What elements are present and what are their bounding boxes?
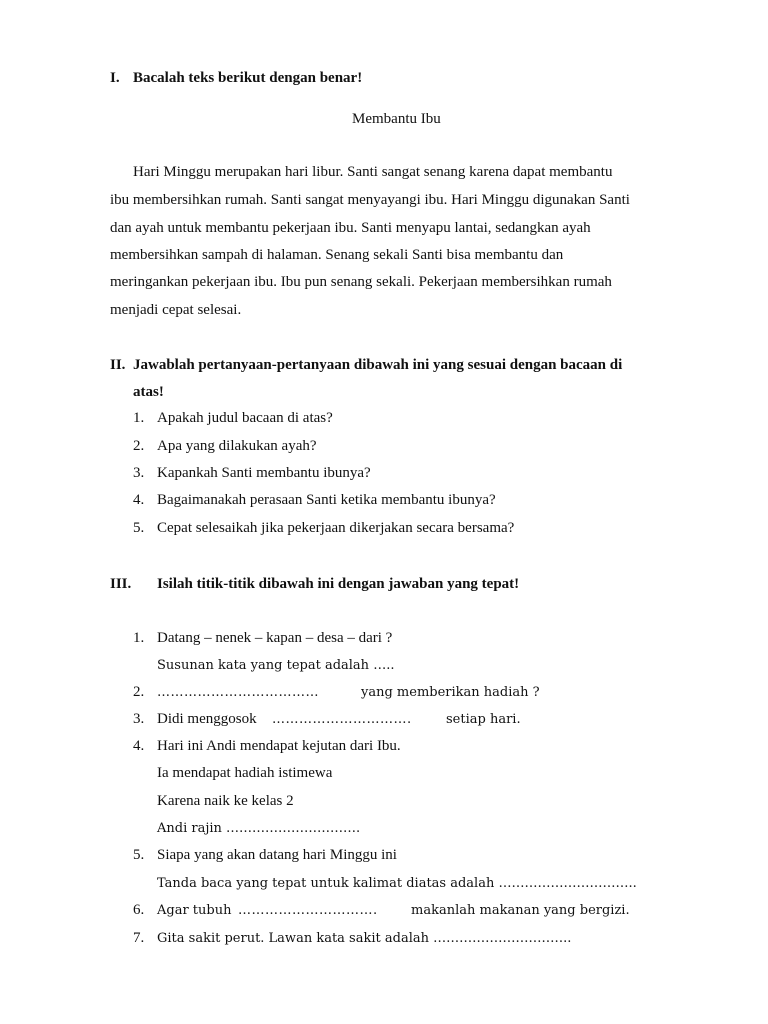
question-number: 4. — [133, 492, 145, 508]
question-text: Apakah judul bacaan di atas? — [157, 410, 333, 426]
item-text: Agar tubuh — [157, 903, 232, 918]
item-number: 7. — [133, 930, 145, 946]
item-number: 6. — [133, 902, 145, 918]
section-1-numeral: I. — [110, 70, 120, 86]
question-number: 5. — [133, 520, 145, 536]
paragraph-line: menjadi cepat selesai. — [110, 302, 242, 318]
section-3-numeral: III. — [110, 576, 132, 592]
item-number: 3. — [133, 711, 145, 727]
answer-blank: …………………………. — [272, 712, 412, 727]
story-title: Membantu Ibu — [352, 111, 441, 127]
item-text: Didi menggosok — [157, 711, 257, 727]
question-text: Kapankah Santi membantu ibunya? — [157, 465, 371, 481]
paragraph-line: dan ayah untuk membantu pekerjaan ibu. Santi menyapu lantai, sedangkan ayah — [110, 220, 591, 236]
question-number: 1. — [133, 410, 145, 426]
section-2-heading: Jawablah pertanyaan-pertanyaan dibawah ini yang sesuai dengan bacaan di — [133, 357, 623, 373]
item-number: 2. — [133, 684, 145, 700]
item-text: Gita sakit perut. Lawan kata sakit adalah ………………………….. — [157, 931, 572, 946]
question-text: Bagaimanakah perasaan Santi ketika membantu ibunya? — [157, 492, 496, 508]
paragraph-line: Hari Minggu merupakan hari libur. Santi sangat senang karena dapat membantu — [133, 164, 613, 180]
item-text: Siapa yang akan datang hari Minggu ini — [157, 847, 397, 863]
item-text: Susunan kata yang tepat adalah ….. — [157, 658, 395, 673]
item-number: 4. — [133, 738, 145, 754]
item-text: Tanda baca yang tepat untuk kalimat diatas adalah ………………………….. — [157, 876, 637, 891]
item-text: setiap hari. — [446, 712, 521, 727]
section-2-numeral: II. — [110, 357, 126, 373]
item-text: makanlah makanan yang bergizi. — [411, 903, 630, 918]
item-number: 1. — [133, 630, 145, 646]
paragraph-line: ibu membersihkan rumah. Santi sangat menyayangi ibu. Hari Minggu digunakan Santi — [110, 192, 630, 208]
paragraph-line: meringankan pekerjaan ibu. Ibu pun senang sekali. Pekerjaan membersihkan rumah — [110, 274, 612, 290]
item-number: 5. — [133, 847, 145, 863]
answer-blank: …………………………. — [238, 903, 378, 918]
question-number: 3. — [133, 465, 145, 481]
item-text: Datang – nenek – kapan – desa – dari ? — [157, 630, 393, 646]
section-3-heading: Isilah titik-titik dibawah ini dengan jawaban yang tepat! — [157, 576, 520, 592]
section-2-heading-cont: atas! — [133, 384, 164, 400]
question-text: Apa yang dilakukan ayah? — [157, 438, 317, 454]
item-text: yang memberikan hadiah ? — [361, 685, 540, 700]
section-1-heading: Bacalah teks berikut dengan benar! — [133, 70, 363, 86]
item-text: Ia mendapat hadiah istimewa — [157, 765, 333, 781]
item-text: Andi rajin …………………………. — [157, 821, 361, 836]
item-text: Hari ini Andi mendapat kejutan dari Ibu. — [157, 738, 401, 754]
question-text: Cepat selesaikah jika pekerjaan dikerjakan secara bersama? — [157, 520, 515, 536]
question-number: 2. — [133, 438, 145, 454]
answer-blank: ……………………………… — [157, 685, 319, 700]
paragraph-line: membersihkan sampah di halaman. Senang sekali Santi bisa membantu dan — [110, 247, 564, 263]
item-text: Karena naik ke kelas 2 — [157, 793, 294, 809]
